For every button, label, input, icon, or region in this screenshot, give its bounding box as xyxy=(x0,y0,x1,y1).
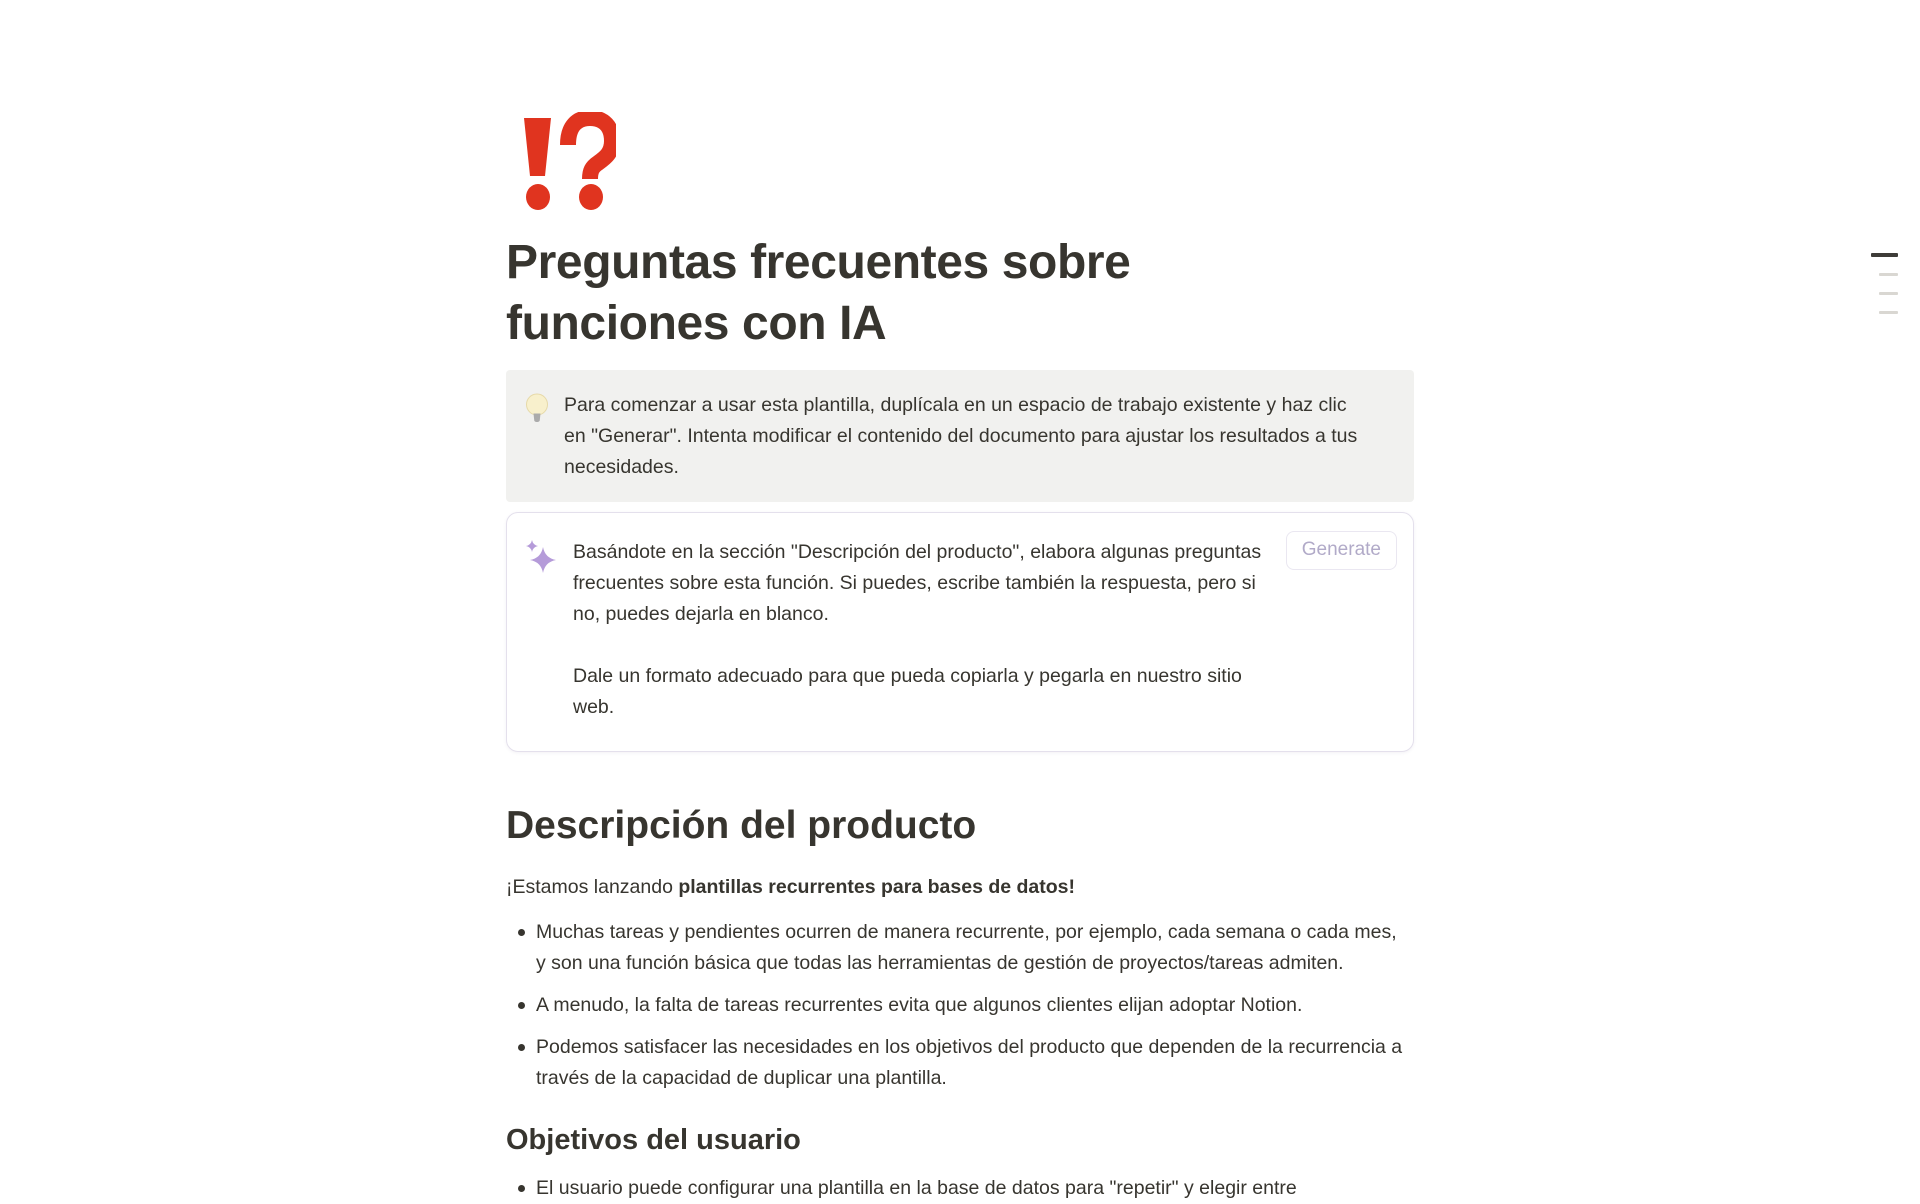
list-item xyxy=(506,990,1414,1021)
toc-line[interactable] xyxy=(1879,273,1898,276)
toc-line[interactable] xyxy=(1879,292,1898,295)
ai-prompt-paragraph-1: Basándote en la sección "Descripción del producto", elabora algunas preguntas frecuentes sobre esta función. Si puedes, escribe también la respuesta, pero si no, puedes dejarla en blanco. xyxy=(573,541,1262,625)
table-of-contents-indicator[interactable] xyxy=(1871,253,1898,314)
bullet-marker xyxy=(506,1032,536,1094)
paragraph-spacer xyxy=(573,630,1285,661)
callout-block xyxy=(506,370,1414,502)
ai-prompt-text xyxy=(573,537,1285,723)
toc-line[interactable] xyxy=(1879,311,1898,314)
list-item-text: El usuario puede configurar una plantilla en la base de datos para "repetir" y elegir entre xyxy=(536,1177,1297,1199)
generate-button[interactable]: Generate xyxy=(1286,531,1397,570)
lightbulb-emoji-icon xyxy=(524,390,550,483)
bullet-dot-icon xyxy=(518,1185,525,1192)
callout-text: Para comenzar a usar esta plantilla, duplícala en un espacio de trabajo existente y haz clic en "Generar". Intenta modificar el contenido del documento para ajustar los resultados a tus necesidades. xyxy=(564,394,1358,478)
section-heading-product-description: Descripción del producto xyxy=(506,804,977,847)
bullet-marker xyxy=(506,990,536,1021)
list-item xyxy=(506,917,1414,979)
ai-prompt-paragraph-2: Dale un formato adecuado para que pueda copiarla y pegarla en nuestro sitio web. xyxy=(573,665,1242,718)
list-item xyxy=(506,1173,1414,1204)
ai-sparkles-icon xyxy=(523,537,561,723)
bullet-dot-icon xyxy=(518,1044,525,1051)
bullet-marker xyxy=(506,1173,536,1204)
interrobang-emoji-icon[interactable] xyxy=(516,112,616,218)
bullet-dot-icon xyxy=(518,929,525,936)
section-heading-user-goals: Objetivos del usuario xyxy=(506,1124,801,1156)
product-intro-regular: ¡Estamos lanzando xyxy=(506,876,679,898)
bullet-dot-icon xyxy=(518,1002,525,1009)
bullet-marker xyxy=(506,917,536,979)
product-intro xyxy=(506,872,1414,903)
list-item xyxy=(506,1032,1414,1094)
list-item-text: Muchas tareas y pendientes ocurren de manera recurrente, por ejemplo, cada semana o cada mes, y son una función básica que todas las herramientas de gestión de proyectos/tareas admiten. xyxy=(536,921,1397,974)
list-item-text: A menudo, la falta de tareas recurrentes evita que algunos clientes elijan adoptar Notion. xyxy=(536,994,1303,1016)
product-intro-bold: plantillas recurrentes para bases de datos! xyxy=(678,876,1075,898)
document-page xyxy=(506,0,1414,1204)
page-title: Preguntas frecuentes sobre funciones con IA xyxy=(506,236,1131,350)
toc-line-current[interactable] xyxy=(1871,253,1898,257)
ai-prompt-block xyxy=(506,512,1414,752)
list-item-text: Podemos satisfacer las necesidades en los objetivos del producto que dependen de la recurrencia a través de la capacidad de duplicar una plantilla. xyxy=(536,1036,1403,1089)
